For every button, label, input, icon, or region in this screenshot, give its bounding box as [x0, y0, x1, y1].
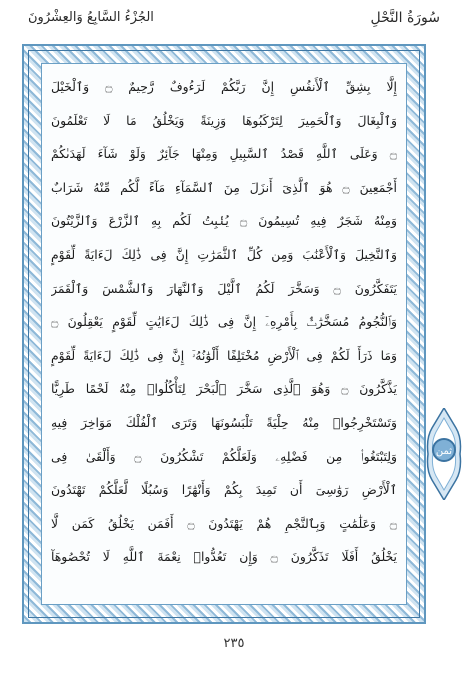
- page-header: [0, 0, 468, 42]
- quran-text-area: [41, 63, 407, 605]
- surah-title: سُورَةُ النَّحْلِ: [370, 10, 440, 26]
- thumn-marker: ثمن: [432, 438, 456, 462]
- text-line: وَٱلنُّجُومُ مُسَخَّرَٰتٌۢ بِأَمْرِهِۦٓ إِنَّ فِى ذَٰلِكَ لَءَايَٰتٍ لِّقَوْمٍ يَعْقِلُونَ ۝: [51, 314, 397, 330]
- hizb-quarter-ornament: [424, 408, 464, 500]
- page-number: ٢٣٥: [223, 636, 245, 651]
- juz-title: الجُزْءُ السَّابِعُ وَالعِشْرُونَ: [28, 10, 154, 25]
- text-line: إِلَّا بِشِقِّ ٱلْأَنفُسِ إِنَّ رَبَّكُمْ لَرَءُوفٌ رَّحِيمٌ ۝ وَٱلْخَيْلَ: [51, 79, 397, 94]
- text-line: يَخْلُقُ أَفَلَا تَذَكَّرُونَ ۝ وَإِن تَعُدُّوا۟ نِعْمَةَ ٱللَّهِ لَا تُحْصُوهَآ: [51, 549, 397, 565]
- text-line: ٱلْأَرْضِ رَوَٰسِىَ أَن تَمِيدَ بِكُمْ وَأَنْهَٰرًا وَسُبُلًا لَّعَلَّكُمْ تَهْتَدُونَ: [51, 482, 397, 498]
- text-line: وَتَسْتَخْرِجُوا۟ مِنْهُ حِلْيَةً تَلْبَسُونَهَا وَتَرَى ٱلْفُلْكَ مَوَاخِرَ فِيهِ: [51, 414, 397, 430]
- text-line: ۝ وَعَلَٰمَٰتٍ وَبِٱلنَّجْمِ هُمْ يَهْتَدُونَ ۝ أَفَمَن يَخْلُقُ كَمَن لَّا: [51, 515, 397, 531]
- text-line: وَٱلْبِغَالَ وَٱلْحَمِيرَ لِتَرْكَبُوهَا وَزِينَةً وَيَخْلُقُ مَا لَا تَعْلَمُونَ: [51, 112, 397, 128]
- text-line: وَٱلنَّخِيلَ وَٱلْأَعْنَٰبَ وَمِن كُلِّ ٱلثَّمَرَٰتِ إِنَّ فِى ذَٰلِكَ لَءَايَةً لِّقَوْمٍ: [51, 246, 397, 262]
- text-line: وَمِنْهُ شَجَرٌ فِيهِ تُسِيمُونَ ۝ يُنۢبِتُ لَكُم بِهِ ٱلزَّرْعَ وَٱلزَّيْتُونَ: [51, 213, 397, 229]
- text-line: وَمَا ذَرَأَ لَكُمْ فِى ٱلْأَرْضِ مُخْتَلِفًا أَلْوَٰنُهُۥٓ إِنَّ فِى ذَٰلِكَ لَءَايَةً لِّقَوْمٍ: [51, 347, 397, 363]
- ornamental-frame: [22, 44, 426, 624]
- text-line: ۝ وَعَلَى ٱللَّهِ قَصْدُ ٱلسَّبِيلِ وَمِنْهَا جَآئِرٌ وَلَوْ شَآءَ لَهَدَىٰكُمْ: [51, 146, 397, 162]
- text-line: وَلِتَبْتَغُوا۟ مِن فَضْلِهِۦ وَلَعَلَّكُمْ تَشْكُرُونَ ۝ وَأَلْقَىٰ فِى: [51, 448, 397, 464]
- text-line: يَذَّكَّرُونَ ۝ وَهُوَ ٱلَّذِى سَخَّرَ ٱلْبَحْرَ لِتَأْكُلُوا۟ مِنْهُ لَحْمًا طَرِيًّا: [51, 381, 397, 397]
- text-line: يَتَفَكَّرُونَ ۝ وَسَخَّرَ لَكُمُ ٱلَّيْلَ وَٱلنَّهَارَ وَٱلشَّمْسَ وَٱلْقَمَرَ: [51, 280, 397, 296]
- text-line: أَجْمَعِينَ ۝ هُوَ ٱلَّذِىٓ أَنزَلَ مِنَ ٱلسَّمَآءِ مَآءً لَّكُم مِّنْهُ شَرَابٌ: [51, 179, 397, 195]
